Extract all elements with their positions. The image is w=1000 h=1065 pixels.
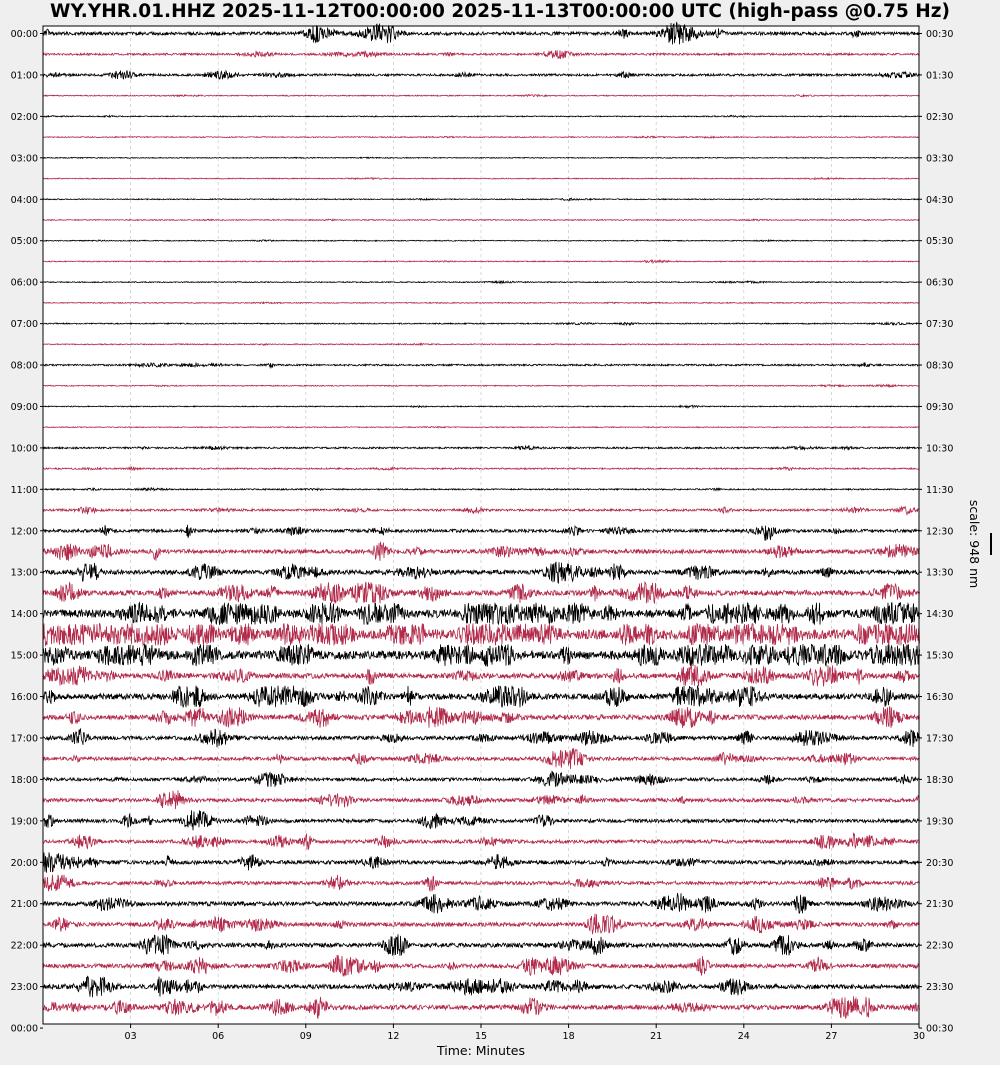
right-time-label: 21:30 (926, 899, 954, 911)
left-time-label: 04:00 (10, 194, 38, 206)
right-time-label: 18:30 (926, 774, 954, 786)
left-time-label: 18:00 (10, 774, 38, 786)
x-tick-label: 21 (650, 1031, 663, 1042)
chart-title: WY.YHR.01.HHZ 2025-11-12T00:00:00 2025-11-13T00:00:00 UTC (high-pass @0.75 Hz) (50, 1, 950, 22)
x-tick-label: 12 (387, 1031, 400, 1042)
left-time-labels (11, 29, 43, 1035)
left-time-label: 22:00 (10, 940, 38, 952)
left-time-label: 14:00 (10, 609, 38, 621)
left-time-label: 15:00 (10, 650, 38, 662)
left-time-label: 11:00 (10, 484, 38, 496)
right-time-label: 16:30 (926, 692, 954, 704)
x-tick-label: 06 (212, 1031, 225, 1042)
left-time-label: 00:00 (10, 1023, 38, 1035)
right-time-label: 10:30 (926, 443, 954, 455)
left-time-label: 16:00 (10, 692, 38, 704)
left-time-label: 19:00 (10, 816, 38, 828)
x-tick-label: 09 (299, 1031, 312, 1042)
right-time-label: 00:30 (926, 29, 954, 40)
right-time-label: 09:30 (926, 401, 954, 413)
right-time-label: 13:30 (926, 567, 954, 579)
right-time-label: 08:30 (926, 360, 954, 372)
right-time-label: 19:30 (926, 816, 954, 828)
left-time-label: 21:00 (10, 899, 38, 911)
left-time-label: 06:00 (10, 277, 38, 289)
x-tick-label: 03 (124, 1031, 137, 1042)
left-time-label: 08:00 (10, 360, 38, 372)
right-time-label: 22:30 (926, 940, 954, 952)
x-axis-label: Time: Minutes (437, 1043, 525, 1058)
right-time-label: 07:30 (926, 319, 954, 331)
left-time-label: 01:00 (10, 70, 38, 82)
right-time-label: 23:30 (926, 982, 954, 994)
x-tick-label: 15 (474, 1031, 488, 1042)
x-tick-label: 30 (912, 1031, 926, 1042)
right-time-label: 14:30 (926, 609, 954, 621)
right-time-label: 20:30 (926, 857, 954, 869)
left-time-label: 07:00 (10, 319, 38, 331)
right-time-label: 05:30 (926, 236, 954, 248)
right-time-label: 00:30 (926, 1023, 954, 1035)
right-time-label: 12:30 (926, 526, 954, 538)
scale-label: scale: 948 nm (967, 499, 982, 589)
right-time-label: 02:30 (926, 111, 954, 123)
left-time-label: 05:00 (10, 236, 38, 248)
right-time-label: 17:30 (926, 733, 954, 745)
right-time-label: 11:30 (926, 484, 954, 496)
left-time-label: 23:00 (10, 982, 38, 994)
left-time-label: 12:00 (10, 526, 38, 538)
right-time-label: 06:30 (926, 277, 954, 289)
left-time-label: 09:00 (10, 401, 38, 413)
right-time-labels (919, 29, 953, 1035)
left-time-label: 03:00 (10, 153, 38, 165)
right-time-label: 03:30 (926, 153, 954, 165)
x-tick-label: 18 (562, 1031, 575, 1042)
left-time-label: 02:00 (10, 111, 38, 123)
right-time-label: 04:30 (926, 194, 954, 206)
right-time-label: 15:30 (926, 650, 954, 662)
left-time-label: 10:00 (10, 443, 38, 455)
left-time-label: 00:00 (10, 29, 38, 40)
left-time-label: 17:00 (10, 733, 38, 745)
right-time-label: 01:30 (926, 70, 954, 82)
left-time-label: 20:00 (10, 857, 38, 869)
x-tick-label: 27 (825, 1031, 838, 1042)
left-time-label: 13:00 (10, 567, 38, 579)
x-tick-label: 24 (737, 1031, 750, 1042)
x-axis-ticks (125, 1024, 925, 1042)
